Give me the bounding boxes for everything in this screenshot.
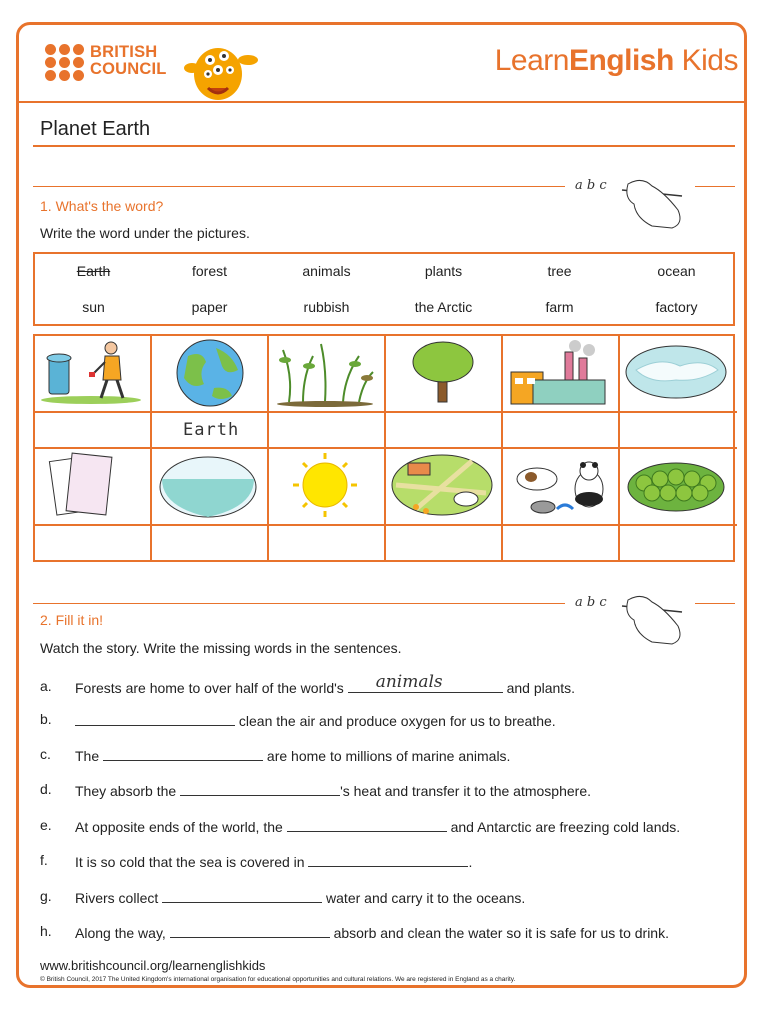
question-letter: a. <box>40 678 52 694</box>
question-letter: d. <box>40 781 52 797</box>
writing-hand-icon <box>612 586 692 648</box>
abc-label: a b c <box>575 178 607 193</box>
word-bank-item: the Arctic <box>414 299 473 315</box>
section1-rule-left <box>33 186 565 187</box>
paper-picture-icon <box>35 449 148 522</box>
section1-heading: 1. What's the word? <box>40 198 164 214</box>
forest-picture-icon <box>620 449 733 522</box>
british-council-name <box>90 44 167 78</box>
picture-cell-animals <box>503 449 620 526</box>
sentence-before: Forests are home to over half of the world's <box>75 680 348 696</box>
answer-cell[interactable] <box>620 413 737 449</box>
earth-picture-icon <box>152 336 265 409</box>
answer-blank[interactable] <box>308 852 468 867</box>
sentence-before: The <box>75 748 104 764</box>
sentence-after: and Antarctic are freezing cold lands. <box>446 819 681 835</box>
answer-blank[interactable] <box>348 672 503 693</box>
answer-blank[interactable] <box>180 781 340 796</box>
farm-picture-icon <box>386 449 499 522</box>
tree-picture-icon <box>386 336 499 409</box>
sentence-after: and plants. <box>502 680 576 696</box>
answer-cell[interactable] <box>35 526 152 560</box>
british-council-logo <box>45 44 87 80</box>
arctic-picture-icon <box>620 336 733 409</box>
question-sentence <box>75 711 556 729</box>
sentence-before: They absorb the <box>75 783 181 799</box>
word-bank-item: sun <box>82 299 105 315</box>
sentence-after: absorb and clean the water so it is safe for us to drink. <box>329 925 669 941</box>
sentence-after: . <box>468 854 473 870</box>
ocean-picture-icon <box>152 449 265 522</box>
word-bank-item: plants <box>424 263 463 279</box>
abc-label: a b c <box>575 595 607 610</box>
picture-cell-ocean <box>152 449 269 526</box>
section1-rule-right <box>695 186 735 187</box>
logo-english: English <box>568 44 674 77</box>
question-sentence <box>75 888 525 906</box>
page-title: Planet Earth <box>40 118 151 140</box>
section2-rule-left <box>33 603 565 604</box>
answer-blank[interactable] <box>170 923 330 938</box>
title-underline <box>33 145 735 147</box>
question-sentence <box>75 852 472 870</box>
filled-answer: animals <box>375 672 443 692</box>
picture-cell-tree <box>386 336 503 413</box>
rubbish-picture-icon <box>35 336 148 409</box>
section2-heading: 2. Fill it in! <box>40 612 104 628</box>
answer-cell[interactable] <box>152 526 269 560</box>
question-sentence <box>75 781 591 799</box>
question-letter: g. <box>40 888 52 904</box>
answer-blank[interactable] <box>287 817 447 832</box>
section2-rule-right <box>695 603 735 604</box>
answer-cell[interactable] <box>620 526 737 560</box>
word-bank <box>33 252 735 326</box>
brand-line-1: BRITISH <box>90 43 158 61</box>
picture-cell-rubbish <box>35 336 152 413</box>
section1-instruction: Write the word under the pictures. <box>40 225 250 241</box>
sentence-after: water and carry it to the oceans. <box>322 890 526 906</box>
answer-cell[interactable] <box>269 413 386 449</box>
question-sentence <box>75 746 510 764</box>
sentence-after: clean the air and produce oxygen for us to breathe. <box>235 713 556 729</box>
picture-cell-forest <box>620 449 737 526</box>
writing-hand-icon <box>612 170 692 232</box>
answer-blank[interactable] <box>162 888 322 903</box>
question-letter: c. <box>40 746 51 762</box>
example-answer: Earth <box>183 420 240 440</box>
word-bank-item: paper <box>191 299 228 315</box>
question-letter: b. <box>40 711 52 727</box>
footer-copyright: © British Council, 2017 The United Kingdom's international organisation for educational opportunities and cultural relations. We are registered in England as a charity. <box>40 976 516 983</box>
word-bank-item: ocean <box>657 263 696 279</box>
word-bank-item: tree <box>547 263 572 279</box>
logo-learn: Learn <box>494 44 569 77</box>
answer-cell[interactable] <box>386 413 503 449</box>
picture-cell-earth <box>152 336 269 413</box>
question-letter: h. <box>40 923 52 939</box>
word-bank-item: forest <box>191 263 227 279</box>
answer-cell[interactable] <box>35 413 152 449</box>
word-bank-item: farm <box>545 299 574 315</box>
question-sentence <box>75 672 576 696</box>
section2-instruction: Watch the story. Write the missing words in the sentences. <box>40 640 402 656</box>
plants-picture-icon <box>269 336 382 409</box>
picture-cell-sun <box>269 449 386 526</box>
answer-cell[interactable] <box>503 413 620 449</box>
picture-cell-factory <box>503 336 620 413</box>
question-letter: e. <box>40 817 52 833</box>
picture-cell-arctic <box>620 336 737 413</box>
picture-cell-paper <box>35 449 152 526</box>
sentence-before: It is so cold that the sea is covered in <box>75 854 309 870</box>
logo-kids: Kids <box>673 44 738 77</box>
picture-cell-plants <box>269 336 386 413</box>
picture-cell-farm <box>386 449 503 526</box>
answer-blank[interactable] <box>75 711 235 726</box>
sentence-after: are home to millions of marine animals. <box>263 748 511 764</box>
question-sentence <box>75 817 680 835</box>
word-bank-item: factory <box>655 299 698 315</box>
brand-line-2: COUNCIL <box>90 60 167 78</box>
question-letter: f. <box>40 852 48 868</box>
picture-grid <box>33 334 735 562</box>
sentence-after: 's heat and transfer it to the atmosphere. <box>340 783 591 799</box>
learnenglish-kids-logo <box>495 44 738 78</box>
sentence-before: At opposite ends of the world, the <box>75 819 287 835</box>
answer-cell[interactable] <box>386 526 503 560</box>
word-bank-item: rubbish <box>303 299 350 315</box>
factory-picture-icon <box>503 336 616 409</box>
question-sentence <box>75 923 669 941</box>
answer-cell[interactable] <box>503 526 620 560</box>
footer-url[interactable]: www.britishcouncil.org/learnenglishkids <box>40 958 266 973</box>
sentence-before: Rivers collect <box>75 890 163 906</box>
answer-cell[interactable] <box>269 526 386 560</box>
answer-cell[interactable] <box>152 413 269 449</box>
word-bank-item: animals <box>302 263 351 279</box>
sun-picture-icon <box>269 449 382 522</box>
answer-blank[interactable] <box>103 746 263 761</box>
sentence-before: Along the way, <box>75 925 170 941</box>
word-bank-item: Earth <box>76 263 111 279</box>
header-divider <box>19 101 745 103</box>
animals-picture-icon <box>503 449 616 522</box>
monster-mascot-icon <box>178 36 262 106</box>
